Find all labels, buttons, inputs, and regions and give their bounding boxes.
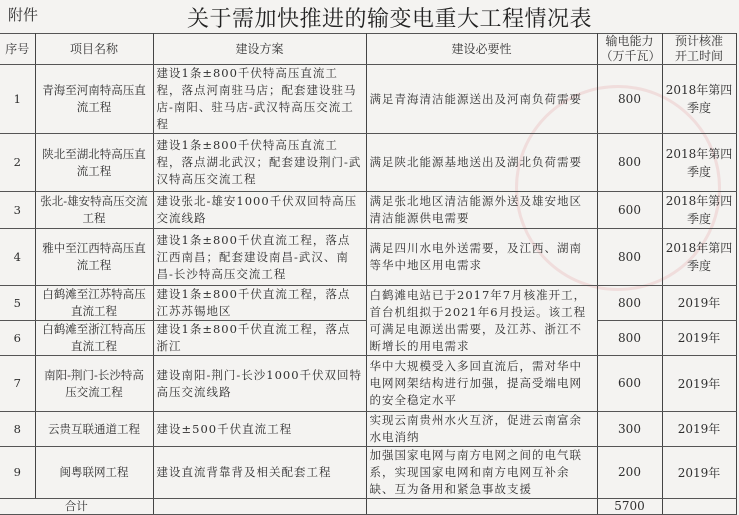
row-plan: 建设1条±800千伏特高压直流工程，落点河南驻马店；配套建设驻马店-南阳、驻马店-武汉特高压交流工程: [153, 65, 366, 134]
row-index: 3: [0, 192, 35, 229]
row-capacity: 800: [597, 134, 662, 192]
row-capacity: 800: [597, 286, 662, 321]
row-index: 2: [0, 134, 35, 192]
row-project-name: 青海至河南特高压直流工程: [35, 65, 153, 134]
header-index: 序号: [0, 34, 35, 65]
row-project-name: 白鹤滩至浙江特高压直流工程: [35, 321, 153, 356]
row-start-time: 2018年第四季度: [662, 134, 736, 192]
attachment-label: 附件: [8, 6, 39, 24]
row-capacity: 600: [597, 356, 662, 412]
row-start-time: 2018年第四季度: [662, 192, 736, 229]
total-start-empty: [662, 499, 736, 515]
total-capacity: 5700: [597, 499, 662, 515]
row-plan: 建设张北-雄安1000千伏双回特高压交流线路: [153, 192, 366, 229]
total-label: 合计: [0, 499, 153, 515]
header-start-line1: 预计核准: [674, 34, 723, 48]
total-row: [0, 499, 736, 515]
document-title: 关于需加快推进的输变电重大工程情况表: [186, 7, 592, 32]
row-necessity: 加强国家电网与南方电网之间的电气联系，实现国家电网和南方电网互补余缺、互为备用和紧急事故支援: [366, 447, 597, 499]
row-index: 6: [0, 321, 35, 356]
row-project-name: 陕北至湖北特高压直流工程: [35, 134, 153, 192]
row-plan: 建设±500千伏直流工程: [153, 412, 366, 447]
header-capacity-line2: （万千瓦）: [600, 49, 661, 63]
row-necessity: 白鹤滩电站已于2017年7月核准开工，首台机组拟于2021年6月投运。该工程可满足电源送出需要，及江苏、浙江不断增长的用电需求: [366, 286, 597, 356]
row-capacity: 200: [597, 447, 662, 499]
table-row: [0, 65, 736, 134]
row-necessity: 实现云南贵州水火互济，促进云南富余水电消纳: [366, 412, 597, 447]
table-row: [0, 412, 736, 447]
row-necessity: 满足青海清洁能源送出及河南负荷需要: [366, 65, 597, 134]
table-row: [0, 192, 736, 229]
row-plan: 建设南阳-荆门-长沙1000千伏双回特高压交流线路: [153, 356, 366, 412]
header-necessity: 建设必要性: [366, 34, 597, 65]
header-plan: 建设方案: [153, 34, 366, 65]
row-plan: 建设1条±800千伏特高压直流工程，落点湖北武汉；配套建设荆门-武汉特高压交流工程: [153, 134, 366, 192]
row-capacity: 300: [597, 412, 662, 447]
row-plan: 建设1条±800千伏直流工程，落点江西南昌；配套建设南昌-武汉、南昌-长沙特高压交流工程: [153, 229, 366, 286]
table-row: [0, 286, 736, 321]
total-necessity-empty: [366, 499, 597, 515]
row-start-time: 2018年第四季度: [662, 65, 736, 134]
row-index: 1: [0, 65, 35, 134]
row-start-time: 2019年: [662, 412, 736, 447]
projects-table: [0, 33, 737, 515]
row-capacity: 800: [597, 65, 662, 134]
row-project-name: 南阳-荆门-长沙特高压交流工程: [35, 356, 153, 412]
row-start-time: 2018年第四季度: [662, 229, 736, 286]
table-row: [0, 134, 736, 192]
row-index: 8: [0, 412, 35, 447]
row-necessity: 满足张北地区清洁能源外送及雄安地区清洁能源供电需要: [366, 192, 597, 229]
row-start-time: 2019年: [662, 356, 736, 412]
row-start-time: 2019年: [662, 447, 736, 499]
row-necessity: 满足四川水电外送需要，及江西、湖南等华中地区用电需求: [366, 229, 597, 286]
row-plan: 建设1条±800千伏直流工程，落点浙江: [153, 321, 366, 356]
table-row: [0, 356, 736, 412]
row-project-name: 闽粤联网工程: [35, 447, 153, 499]
row-plan: 建设直流背靠背及相关配套工程: [153, 447, 366, 499]
row-project-name: 雅中至江西特高压直流工程: [35, 229, 153, 286]
row-capacity: 800: [597, 229, 662, 286]
header-row: [0, 34, 736, 65]
row-start-time: 2019年: [662, 286, 736, 321]
row-project-name: 云贵互联通道工程: [35, 412, 153, 447]
row-index: 7: [0, 356, 35, 412]
table-row: [0, 229, 736, 286]
row-plan: 建设1条±800千伏直流工程，落点江苏苏锡地区: [153, 286, 366, 321]
header-start-time: [662, 34, 736, 65]
row-project-name: 张北-雄安特高压交流工程: [35, 192, 153, 229]
header-capacity: [597, 34, 662, 65]
row-necessity: 满足陕北能源基地送出及湖北负荷需要: [366, 134, 597, 192]
row-index: 4: [0, 229, 35, 286]
row-capacity: 800: [597, 321, 662, 356]
header-capacity-line1: 输电能力: [605, 34, 654, 48]
header-start-line2: 开工时间: [674, 49, 723, 63]
row-project-name: 白鹤滩至江苏特高压直流工程: [35, 286, 153, 321]
row-index: 9: [0, 447, 35, 499]
total-plan-empty: [153, 499, 366, 515]
row-start-time: 2019年: [662, 321, 736, 356]
row-capacity: 600: [597, 192, 662, 229]
row-necessity: 华中大规模受入多回直流后，需对华中电网网架结构进行加强，提高受端电网的安全稳定水平: [366, 356, 597, 412]
row-index: 5: [0, 286, 35, 321]
header-name: 项目名称: [35, 34, 153, 65]
